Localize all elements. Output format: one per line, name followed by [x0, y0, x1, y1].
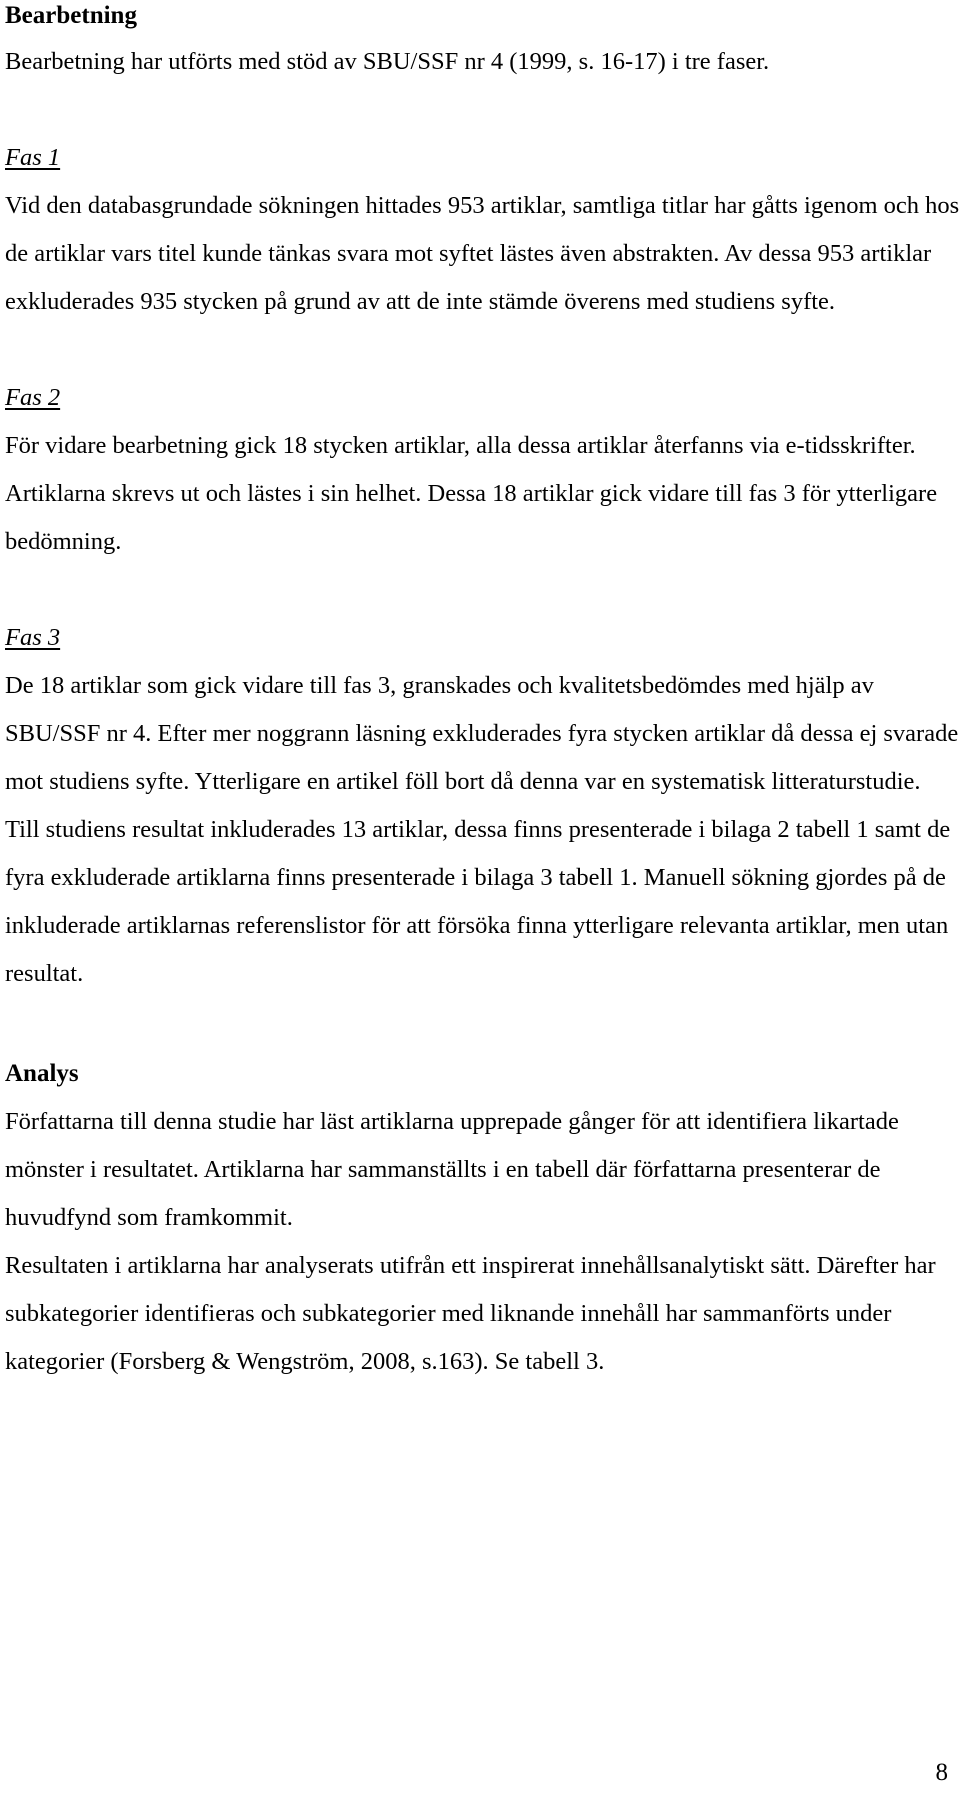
bearbetning-heading: Bearbetning: [5, 2, 137, 29]
phase-1-text: Vid den databasgrundade sökningen hittades 953 artiklar, samtliga titlar har gåtts igenom och hos de artiklar vars titel kunde tänkas svara mot syftet lästes även abstrakten. Av dessa 953 artiklar exkluderades 935 stycken på grund av att de inte stämde överens med studiens syfte.: [5, 192, 960, 315]
phase-1-section: [5, 134, 960, 326]
phase-3-section: [5, 614, 960, 998]
page-number: 8: [935, 1759, 948, 1786]
phase-1-label: Fas 1: [5, 144, 61, 171]
bearbetning-intro: Bearbetning har utförts med stöd av SBU/SSF nr 4 (1999, s. 16-17) i tre faser.: [5, 48, 770, 75]
phase-2-section: [5, 374, 960, 566]
analys-heading: Analys: [5, 1060, 79, 1087]
document-page: [5, 0, 960, 1386]
phase-2-label: Fas 2: [5, 384, 61, 411]
phase-3-text: De 18 artiklar som gick vidare till fas 3, granskades och kvalitetsbedömdes med hjälp av SBU/SSF nr 4. Efter mer noggrann läsning exkluderades fyra stycken artiklar då dessa ej svarade mot studiens syfte. Ytterligare en artikel föll bort då denna var en systematisk litteraturstudie. Till studiens resultat inkluderades 13 artiklar, dessa finns presenterade i bilaga 2 tabell 1 samt de fyra exkluderade artiklarna finns presenterade i bilaga 3 tabell 1. Manuell sökning gjordes på de inkluderade artiklarnas referenslistor för att försöka finna ytterligare relevanta artiklar, men utan resultat.: [5, 672, 959, 987]
analys-paragraph-1: Författarna till denna studie har läst artiklarna upprepade gånger för att identifiera likartade mönster i resultatet. Artiklarna har sammanställts i en tabell där författarna presenterar de huvudfynd som framkommit.: [5, 1108, 899, 1231]
analys-paragraph-2: Resultaten i artiklarna har analyserats utifrån ett inspirerat innehållsanalytiskt sätt. Därefter har subkategorier identifieras och subkategorier med liknande innehåll har sammanförts under kategorier (Forsberg & Wengström, 2008, s.163). Se tabell 3.: [5, 1252, 936, 1375]
phase-2-text: För vidare bearbetning gick 18 stycken artiklar, alla dessa artiklar återfanns via e-tidsskrifter. Artiklarna skrevs ut och lästes i sin helhet. Dessa 18 artiklar gick vidare till fas 3 för ytterligare bedömning.: [5, 432, 938, 555]
phase-3-label: Fas 3: [5, 624, 61, 651]
